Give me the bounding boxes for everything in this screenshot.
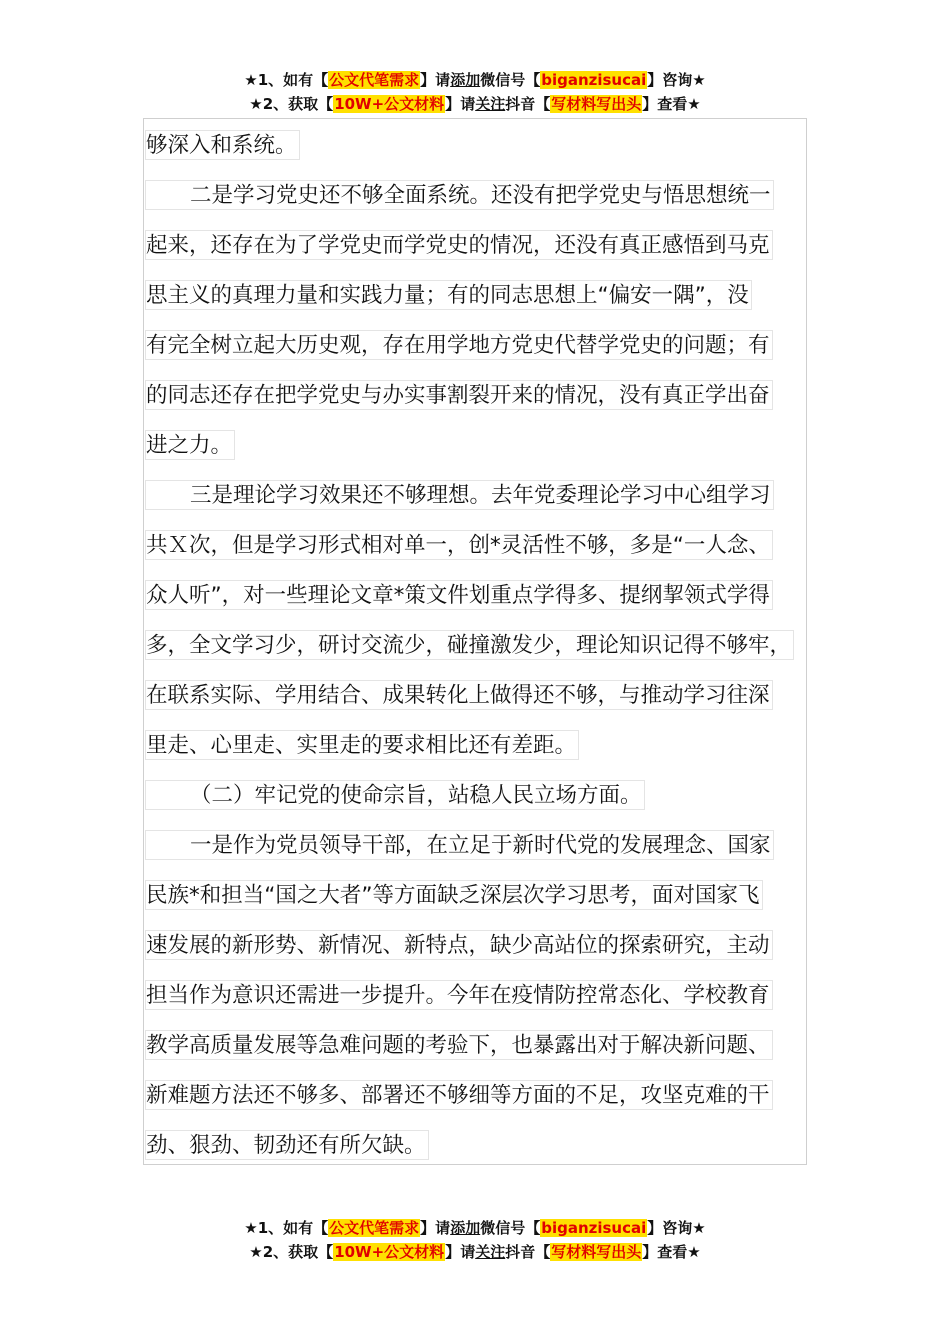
banner-text: 】查看★ [642,95,701,113]
highlight-text: 10W+公文材料 [334,1243,445,1261]
banner-text: 微信号【 [480,1219,541,1237]
banner-text: 】请 [420,1219,451,1237]
text-line: 多，全文学习少，研讨交流少，碰撞激发少，理论知识记得不够牢， [145,630,794,660]
underlined-text: 添加 [450,1219,481,1237]
text-line: 起来，还存在为了学党史而学党史的情况，还没有真正感悟到马克 [145,230,773,260]
banner-text: 】请 [420,71,451,89]
highlight-text: 公文代笔需求 [329,1219,420,1237]
text-line: 够深入和系统。 [145,130,300,160]
banner-text: 】咨询★ [647,1219,706,1237]
wechat-id: biganzisucai [541,1219,647,1237]
douyin-account: 写材料写出头 [551,1243,642,1261]
banner-text: ★2、获取【 [249,95,334,113]
banner-line-2 [0,1240,950,1264]
text-line: 共Ｘ次，但是学习形式相对单一，创*灵活性不够，多是“一人念、 [145,530,773,560]
highlight-text: 10W+公文材料 [334,95,445,113]
text-line: 速发展的新形势、新情况、新特点，缺少高站位的探索研究，主动 [145,930,773,960]
text-line: 担当作为意识还需进一步提升。今年在疫情防控常态化、学校教育 [145,980,773,1010]
banner-line-1 [0,1216,950,1240]
banner-line-2 [0,92,950,116]
text-line: 在联系实际、学用结合、成果转化上做得还不够，与推动学习往深 [145,680,773,710]
highlight-text: 公文代笔需求 [329,71,420,89]
banner-text: 抖音【 [505,95,551,113]
text-line: 民族*和担当“国之大者”等方面缺乏深层次学习思考，面对国家飞 [145,880,763,910]
text-line: 进之力。 [145,430,235,460]
section-heading: （二）牢记党的使命宗旨，站稳人民立场方面。 [145,780,645,810]
wechat-id: biganzisucai [541,71,647,89]
text-line: 教学高质量发展等急难问题的考验下，也暴露出对于解决新问题、 [145,1030,773,1060]
banner-text: 微信号【 [480,71,541,89]
text-line: 新难题方法还不够多、部署还不够细等方面的不足，攻坚克难的干 [145,1080,773,1110]
banner-text: ★2、获取【 [249,1243,334,1261]
text-line: 思主义的真理力量和实践力量；有的同志思想上“偏安一隅”，没 [145,280,752,310]
underlined-text: 添加 [450,71,481,89]
text-line: 里走、心里走、实里走的要求相比还有差距。 [145,730,579,760]
banner-text: 】查看★ [642,1243,701,1261]
banner-text: ★1、如有【 [244,1219,329,1237]
banner-text: ★1、如有【 [244,71,329,89]
header-banner [0,68,950,116]
douyin-account: 写材料写出头 [551,95,642,113]
text-line: 的同志还存在把学党史与办实事割裂开来的情况，没有真正学出奋 [145,380,773,410]
text-line: 众人听”，对一些理论文章*策文件划重点学得多、提纲挈领式学得 [145,580,773,610]
text-line: 一是作为党员领导干部，在立足于新时代党的发展理念、国家 [145,830,774,860]
banner-text: 】咨询★ [647,71,706,89]
text-line: 二是学习党史还不够全面系统。还没有把学党史与悟思想统一 [145,180,774,210]
banner-text: 】请 [445,1243,476,1261]
text-line: 三是理论学习效果还不够理想。去年党委理论学习中心组学习 [145,480,774,510]
banner-text: 】请 [445,95,476,113]
footer-banner [0,1216,950,1264]
banner-line-1 [0,68,950,92]
underlined-text: 关注 [475,1243,506,1261]
text-line: 劲、狠劲、韧劲还有所欠缺。 [145,1130,429,1160]
underlined-text: 关注 [475,95,506,113]
text-line: 有完全树立起大历史观，存在用学地方党史代替学党史的问题；有 [145,330,773,360]
banner-text: 抖音【 [505,1243,551,1261]
